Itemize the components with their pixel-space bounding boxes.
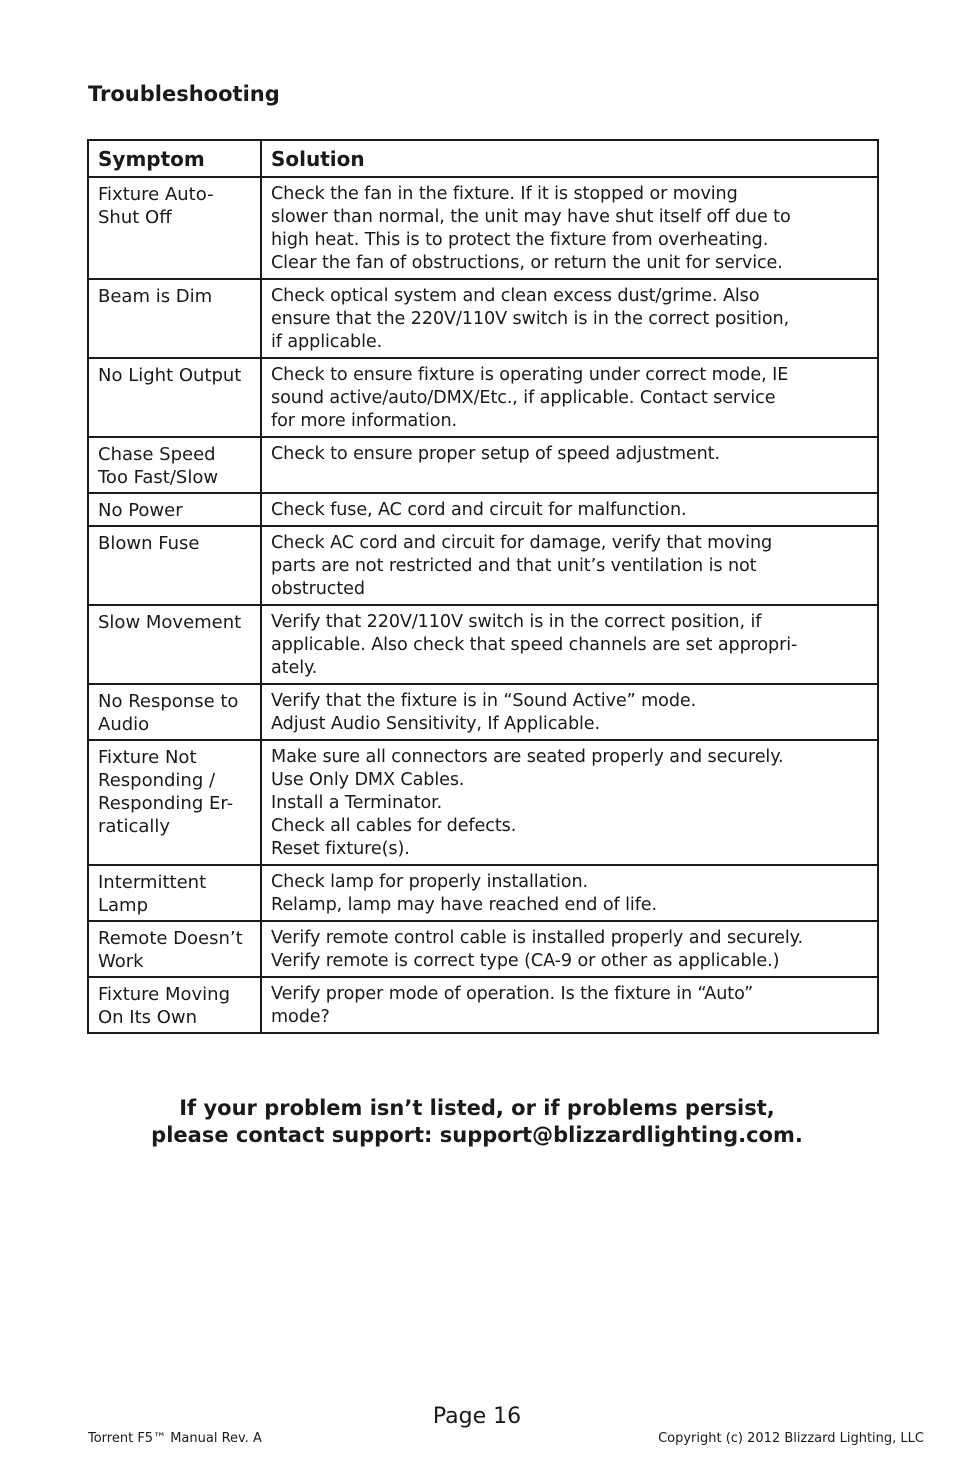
footer-copyright: Copyright (c) 2012 Blizzard Lighting, LLC <box>658 1431 924 1446</box>
support-contact-note <box>0 1095 954 1149</box>
table-row <box>88 740 878 865</box>
solution-cell: Verify that the fixture is in “Sound Active” mode. Adjust Audio Sensitivity, If Applicable. <box>261 684 878 740</box>
solution-cell: Verify that 220V/110V switch is in the correct position, if applicable. Also check that speed channels are set appropri- ately. <box>261 605 878 684</box>
symptom-cell: Blown Fuse <box>88 526 261 605</box>
symptom-cell: Beam is Dim <box>88 279 261 358</box>
page-title: Troubleshooting <box>88 82 280 106</box>
table-row <box>88 493 878 526</box>
symptom-cell: No Light Output <box>88 358 261 437</box>
solution-column-header: Solution <box>261 140 878 177</box>
table-row <box>88 921 878 977</box>
symptom-cell: Fixture Moving On Its Own <box>88 977 261 1033</box>
solution-cell: Check lamp for properly installation. Relamp, lamp may have reached end of life. <box>261 865 878 921</box>
table-row <box>88 279 878 358</box>
solution-cell: Check optical system and clean excess dust/grime. Also ensure that the 220V/110V switch is in the correct position, if applicable. <box>261 279 878 358</box>
table-row <box>88 605 878 684</box>
symptom-cell: No Response to Audio <box>88 684 261 740</box>
solution-cell: Verify remote control cable is installed properly and securely. Verify remote is correct type (CA-9 or other as applicable.) <box>261 921 878 977</box>
page-number: Page 16 <box>432 1404 522 1429</box>
symptom-cell: Chase Speed Too Fast/Slow <box>88 437 261 493</box>
table-row <box>88 437 878 493</box>
table-row <box>88 177 878 279</box>
solution-cell: Make sure all connectors are seated properly and securely. Use Only DMX Cables. Install a Terminator. Check all cables for defects. Reset fixture(s). <box>261 740 878 865</box>
troubleshooting-table <box>87 139 879 1034</box>
table-row <box>88 684 878 740</box>
solution-cell: Verify proper mode of operation. Is the fixture in “Auto” mode? <box>261 977 878 1033</box>
solution-cell: Check the fan in the fixture. If it is stopped or moving slower than normal, the unit may have shut itself off due to high heat. This is to protect the fixture from overheating. Clear the fan of obstructions, or return the unit for service. <box>261 177 878 279</box>
contact-line-2: please contact support: support@blizzardlighting.com. <box>151 1123 803 1147</box>
solution-cell: Check AC cord and circuit for damage, verify that moving parts are not restricted and that unit’s ventilation is not obstructed <box>261 526 878 605</box>
symptom-cell: Fixture Not Responding / Responding Er- ratically <box>88 740 261 865</box>
symptom-cell: Remote Doesn’t Work <box>88 921 261 977</box>
contact-line-1: If your problem isn’t listed, or if problems persist, <box>179 1096 775 1120</box>
footer-manual-title: Torrent F5™ Manual Rev. A <box>88 1431 262 1446</box>
solution-cell: Check fuse, AC cord and circuit for malfunction. <box>261 493 878 526</box>
solution-cell: Check to ensure fixture is operating under correct mode, IE sound active/auto/DMX/Etc., if applicable. Contact service for more information. <box>261 358 878 437</box>
symptom-cell: Intermittent Lamp <box>88 865 261 921</box>
table-row <box>88 977 878 1033</box>
symptom-cell: Slow Movement <box>88 605 261 684</box>
symptom-column-header: Symptom <box>88 140 261 177</box>
table-row <box>88 358 878 437</box>
table-row <box>88 526 878 605</box>
solution-cell: Check to ensure proper setup of speed adjustment. <box>261 437 878 493</box>
symptom-cell: Fixture Auto- Shut Off <box>88 177 261 279</box>
symptom-cell: No Power <box>88 493 261 526</box>
table-row <box>88 865 878 921</box>
table-header-row <box>88 140 878 177</box>
